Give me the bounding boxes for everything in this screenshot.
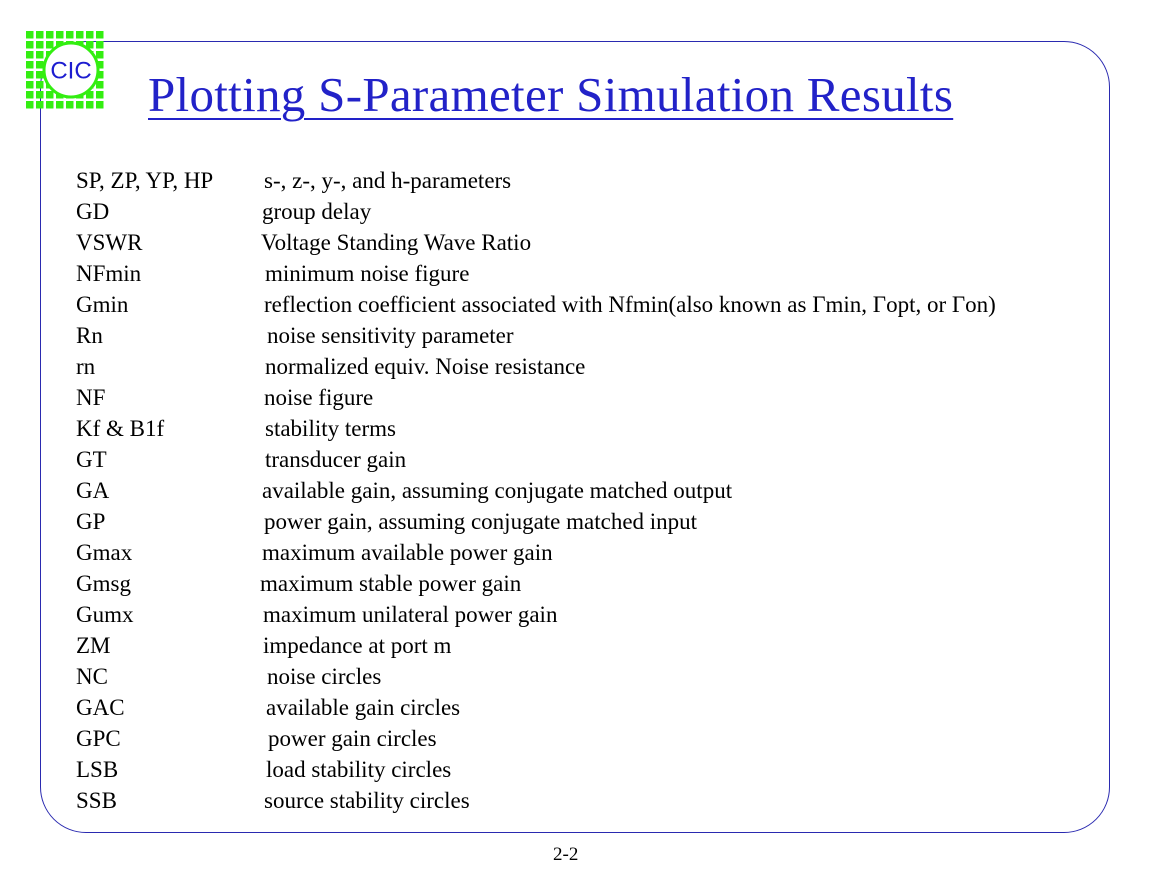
logo-grid-square (36, 51, 44, 59)
logo-grid-square (36, 41, 44, 49)
term-description: available gain, assuming conjugate matched output (262, 478, 733, 503)
logo-grid-square (46, 31, 54, 39)
term-description: impedance at port m (263, 633, 452, 658)
term-abbreviation: GA (76, 478, 110, 503)
term-description: minimum noise figure (265, 261, 470, 286)
cic-logo-graphic (26, 31, 108, 109)
term-abbreviation: ZM (76, 633, 111, 658)
term-abbreviation: GD (76, 199, 110, 224)
logo-grid-square (36, 61, 44, 69)
logo-grid-square (46, 101, 54, 109)
term-description: group delay (262, 199, 372, 224)
term-abbreviation: NFmin (76, 261, 142, 286)
logo-grid-square (96, 41, 104, 49)
term-description: noise sensitivity parameter (267, 323, 514, 348)
slide-title: Plotting S-Parameter Simulation Results (148, 67, 954, 122)
term-description: normalized equiv. Noise resistance (265, 354, 586, 379)
logo-grid-square (96, 91, 104, 99)
term-description: Voltage Standing Wave Ratio (261, 230, 532, 255)
page-number: 2-2 (553, 844, 579, 865)
logo-grid-square (66, 31, 74, 39)
logo-grid-square (26, 51, 34, 59)
logo-grid-square (26, 81, 34, 89)
logo-grid-square (36, 81, 44, 89)
logo-grid-square (46, 91, 54, 99)
logo-grid-square (86, 101, 94, 109)
term-abbreviation: Gumx (76, 602, 134, 627)
term-abbreviation: NC (76, 664, 108, 689)
logo-grid-square (46, 41, 54, 49)
logo-grid-square (96, 31, 104, 39)
term-description: power gain, assuming conjugate matched input (264, 509, 698, 534)
term-abbreviation: GT (76, 447, 107, 472)
logo-grid-square (26, 61, 34, 69)
logo-grid-square (36, 71, 44, 79)
logo-grid-square (56, 31, 64, 39)
cic-logo (26, 31, 108, 109)
term-description: noise figure (264, 385, 374, 410)
logo-grid-square (26, 31, 34, 39)
logo-grid-square (26, 101, 34, 109)
logo-grid-square (26, 71, 34, 79)
logo-grid-square (56, 101, 64, 109)
term-abbreviation: Gmax (76, 540, 133, 565)
term-description: noise circles (267, 664, 382, 689)
term-description: source stability circles (264, 788, 470, 813)
term-description: maximum available power gain (262, 540, 553, 565)
term-description: available gain circles (266, 695, 461, 720)
term-abbreviation: SSB (76, 788, 117, 813)
logo-grid-square (36, 101, 44, 109)
logo-grid-square (86, 31, 94, 39)
term-description: load stability circles (266, 757, 452, 782)
term-abbreviation: VSWR (76, 230, 143, 255)
term-abbreviation: rn (76, 354, 96, 379)
term-abbreviation: GP (76, 509, 106, 534)
term-description: reflection coefficient associated with Nfmin(also known as Γmin, Γopt, or Γon) (264, 292, 996, 317)
term-description: s-, z-, y-, and h-parameters (264, 168, 512, 193)
term-abbreviation: Gmsg (76, 571, 131, 596)
logo-grid-square (96, 51, 104, 59)
term-abbreviation: LSB (76, 757, 119, 782)
term-abbreviation: Kf & B1f (76, 416, 165, 441)
logo-grid-square (76, 101, 84, 109)
logo-grid-square (26, 91, 34, 99)
term-abbreviation: GAC (76, 695, 125, 720)
logo-grid-square (76, 31, 84, 39)
term-description: maximum stable power gain (260, 571, 522, 596)
term-abbreviation: NF (76, 385, 106, 410)
term-description: transducer gain (265, 447, 407, 472)
term-abbreviation: GPC (76, 726, 121, 751)
term-description: power gain circles (268, 726, 437, 751)
term-description: stability terms (265, 416, 396, 441)
logo-grid-square (36, 31, 44, 39)
term-abbreviation: Rn (76, 323, 103, 348)
logo-grid-square (96, 81, 104, 89)
logo-grid-square (96, 101, 104, 109)
logo-text: CIC (50, 57, 92, 85)
term-abbreviation: SP, ZP, YP, HP (76, 168, 214, 193)
slide-frame (40, 41, 1110, 833)
term-description: maximum unilateral power gain (263, 602, 558, 627)
logo-grid-square (36, 91, 44, 99)
term-abbreviation: Gmin (76, 292, 129, 317)
logo-grid-square (66, 101, 74, 109)
logo-grid-square (26, 41, 34, 49)
